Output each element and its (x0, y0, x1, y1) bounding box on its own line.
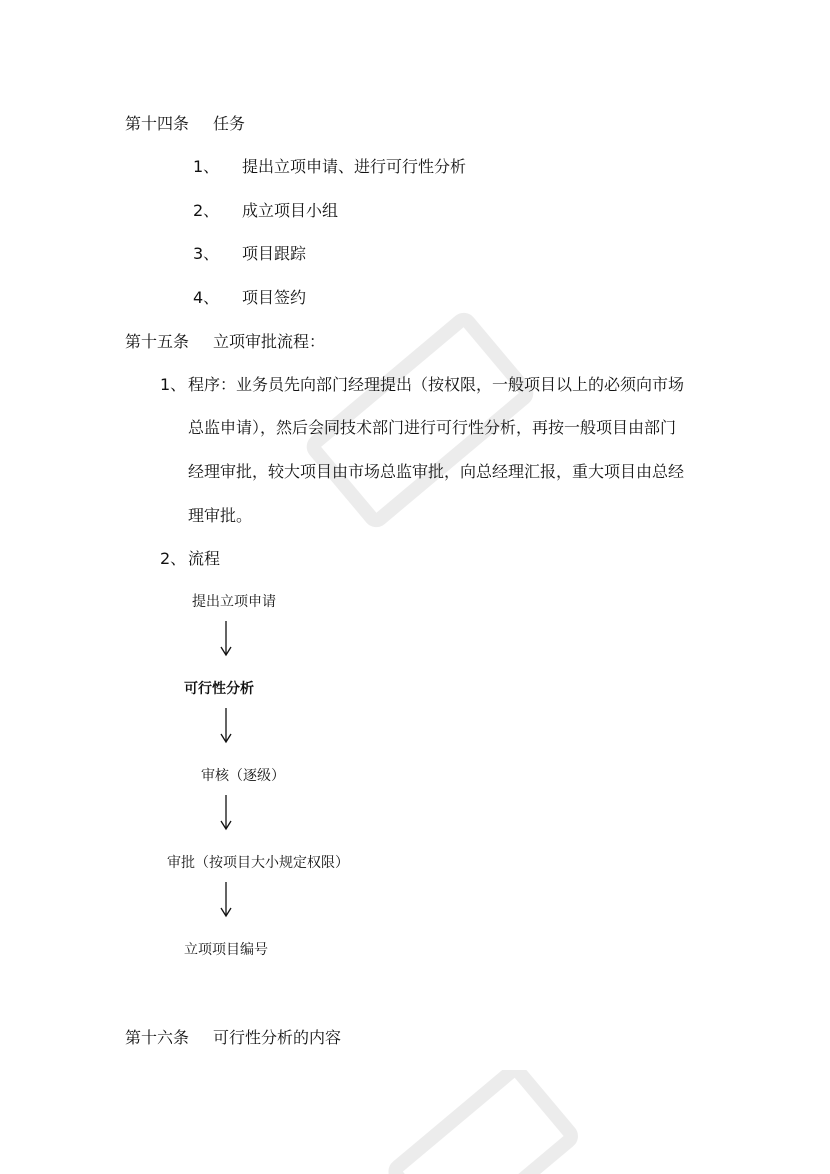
procedure-paragraph-line: 总监申请），然后会同技术部门进行可行性分析，再按一般项目由部门 (188, 418, 677, 437)
down-arrow-icon (219, 621, 233, 657)
procedure-number: 1、 (160, 375, 187, 394)
list-item-number: 4、 (193, 288, 220, 307)
list-item-text: 项目跟踪 (242, 244, 307, 263)
down-arrow-icon (219, 882, 233, 918)
article16-number: 第十六条 (125, 1028, 190, 1047)
article14-title: 任务 (213, 114, 246, 133)
list-item-text: 项目签约 (242, 288, 307, 307)
article14-heading (125, 113, 245, 135)
flow-step-feasibility: 可行性分析 (184, 681, 254, 697)
article16-heading (125, 1027, 341, 1049)
flow-step-approve: 审批（按项目大小规定权限） (167, 855, 349, 871)
list-item (193, 287, 306, 309)
flow-heading (160, 548, 220, 570)
procedure-paragraph-line: 理审批。 (188, 506, 253, 525)
list-item-number: 3、 (193, 244, 220, 263)
article15-number: 第十五条 (125, 332, 190, 351)
procedure-text: 程序：业务员先向部门经理提出（按权限，一般项目以上的必须向市场 (188, 375, 685, 394)
list-item-number: 1、 (193, 157, 220, 176)
list-item-text: 成立项目小组 (242, 201, 339, 220)
list-item-number: 2、 (193, 201, 220, 220)
article16-title: 可行性分析的内容 (213, 1028, 342, 1047)
down-arrow-icon (219, 708, 233, 744)
list-item-text: 提出立项申请、进行可行性分析 (242, 157, 467, 176)
procedure-paragraph-line: 经理审批，较大项目由市场总监审批，向总经理汇报，重大项目由总经 (188, 462, 685, 481)
list-item (193, 200, 338, 222)
flow-number: 2、 (160, 549, 187, 568)
down-arrow-icon (219, 795, 233, 831)
procedure-paragraph-line (160, 374, 684, 396)
flow-step-submit: 提出立项申请 (192, 594, 276, 610)
flow-step-review: 审核（逐级） (201, 768, 285, 784)
article15-title: 立项审批流程： (213, 332, 326, 351)
article14-number: 第十四条 (125, 114, 190, 133)
flow-step-number: 立项项目编号 (184, 942, 268, 958)
list-item (193, 243, 306, 265)
article15-heading (125, 331, 325, 353)
list-item (193, 156, 466, 178)
watermark-stamp-bottom (380, 1070, 580, 1174)
flow-label: 流程 (188, 549, 221, 568)
